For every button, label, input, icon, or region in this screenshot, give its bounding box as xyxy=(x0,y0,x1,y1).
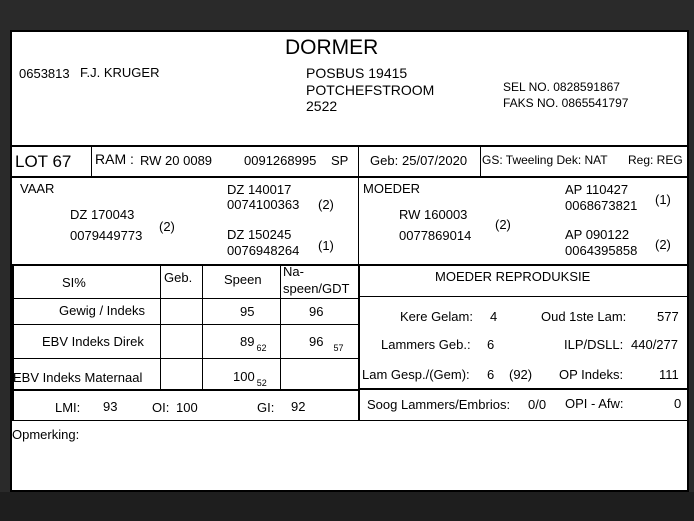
post-weaning-header-2: speen/GDT xyxy=(283,281,350,296)
sire-dam-count: (1) xyxy=(318,238,334,253)
lmi-label: LMI: xyxy=(55,400,81,415)
remarks-label: Opmerking: xyxy=(12,427,80,442)
birth-status: GS: Tweeling Dek: NAT xyxy=(482,153,608,167)
weight-index-post-weaning: 96 xyxy=(309,304,324,319)
fax-number: FAKS NO. 0865541797 xyxy=(503,96,629,110)
lambs-born-value: 6 xyxy=(487,337,495,352)
owner-id: 0653813 xyxy=(19,66,70,81)
lot-number: LOT 67 xyxy=(15,152,72,171)
weaning-header: Speen xyxy=(224,272,262,287)
times-lambed-value: 4 xyxy=(490,309,498,324)
gi-value: 92 xyxy=(291,399,306,414)
ebv-direct-weaning-accuracy: 62 xyxy=(256,343,267,353)
divider xyxy=(358,296,687,297)
divider xyxy=(12,420,687,421)
ebv-direct-post-weaning-value: 96 xyxy=(309,334,324,349)
ebv-direct-post-weaning xyxy=(309,334,344,353)
ram-id: RW 20 0089 xyxy=(140,153,213,168)
ebv-maternal-weaning xyxy=(233,369,267,388)
opi-deviation-label: OPI - Afw: xyxy=(565,396,624,411)
divider xyxy=(12,298,358,299)
divider xyxy=(358,145,359,176)
ilp-dsll-label: ILP/DSLL: xyxy=(564,337,624,352)
divider xyxy=(358,388,687,390)
ebv-direct-weaning-value: 89 xyxy=(240,334,255,349)
ebv-direct-weaning xyxy=(240,334,267,353)
weaning-birth-header: Geb. xyxy=(164,270,193,285)
divider xyxy=(12,145,687,147)
divider xyxy=(12,264,687,266)
owner-name: F.J. KRUGER xyxy=(80,65,160,80)
sire-sire-count: (2) xyxy=(318,197,334,212)
weight-index-weaning: 95 xyxy=(240,304,255,319)
foster-lambs-label: Soog Lammers/Embrios: xyxy=(367,397,511,412)
sire-registration: 0079449773 xyxy=(70,228,143,243)
dam-sire-registration: 0068673821 xyxy=(565,198,638,213)
ram-label: RAM : xyxy=(95,151,134,167)
divider xyxy=(280,264,281,389)
first-lamb-age-label: Oud 1ste Lam: xyxy=(541,309,627,324)
sire-sire-id: DZ 140017 xyxy=(227,182,292,197)
divider xyxy=(12,176,687,178)
sire-sire-registration: 0074100363 xyxy=(227,197,300,212)
born-label: Geb: xyxy=(370,153,399,168)
dam-sire-id: AP 110427 xyxy=(565,182,629,197)
reproduction-title: MOEDER REPRODUKSIE xyxy=(435,269,591,284)
weight-index-label: Gewig / Indeks xyxy=(59,303,145,318)
post-weaning-header-1: Na- xyxy=(283,264,304,279)
divider xyxy=(12,264,14,420)
ebv-direct-post-weaning-accuracy: 57 xyxy=(333,343,344,353)
divider xyxy=(12,358,358,359)
sire-id: DZ 170043 xyxy=(70,207,135,222)
sire-dam-registration: 0076948264 xyxy=(227,243,300,258)
ram-registration: 0091268995 xyxy=(244,153,317,168)
dam-dam-id: AP 090122 xyxy=(565,227,630,242)
dam-label: MOEDER xyxy=(363,181,421,196)
opi-deviation-value: 0 xyxy=(674,396,682,411)
ebv-maternal-weaning-accuracy: 52 xyxy=(256,378,267,388)
lambs-weaned-label: Lam Gesp./(Gem): xyxy=(362,367,470,382)
divider xyxy=(160,264,161,389)
ebv-maternal-weaning-value: 100 xyxy=(233,369,255,384)
registration-status: Reg: REG xyxy=(628,153,683,167)
divider xyxy=(480,145,481,176)
ebv-maternal-label: EBV Indeks Maternaal xyxy=(13,370,143,385)
oi-value: 100 xyxy=(176,400,198,415)
sire-count: (2) xyxy=(159,219,175,234)
dam-registration: 0077869014 xyxy=(399,228,472,243)
breed-title: DORMER xyxy=(285,36,379,59)
address-line-1: POSBUS 19415 xyxy=(306,65,408,81)
divider xyxy=(358,176,359,264)
si-header: SI% xyxy=(62,275,86,290)
lambs-weaned-average: (92) xyxy=(509,367,533,382)
divider xyxy=(91,145,92,176)
sire-dam-id: DZ 150245 xyxy=(227,227,292,242)
divider xyxy=(12,324,358,325)
ram-code: SP xyxy=(331,153,349,168)
lambs-born-label: Lammers Geb.: xyxy=(381,337,471,352)
times-lambed-label: Kere Gelam: xyxy=(400,309,473,324)
address-line-3: 2522 xyxy=(306,98,338,114)
divider xyxy=(202,264,203,389)
gi-label: GI: xyxy=(257,400,275,415)
lambs-weaned-value: 6 xyxy=(487,367,495,382)
born-date: 25/07/2020 xyxy=(402,153,468,168)
cell-number: SEL NO. 0828591867 xyxy=(503,80,620,94)
divider xyxy=(12,389,358,391)
sire-label: VAAR xyxy=(20,181,55,196)
dam-dam-count: (2) xyxy=(655,237,671,252)
foster-lambs-value: 0/0 xyxy=(528,397,547,412)
dam-id: RW 160003 xyxy=(399,207,468,222)
op-index-value: 111 xyxy=(659,367,679,382)
dam-sire-count: (1) xyxy=(655,192,671,207)
lmi-value: 93 xyxy=(103,399,118,414)
op-index-label: OP Indeks: xyxy=(559,367,624,382)
ilp-dsll-value: 440/277 xyxy=(631,337,678,352)
oi-label: OI: xyxy=(152,400,170,415)
address-line-2: POTCHEFSTROOM xyxy=(306,82,435,98)
dam-count: (2) xyxy=(495,217,511,232)
dam-dam-registration: 0064395858 xyxy=(565,243,638,258)
ebv-direct-label: EBV Indeks Direk xyxy=(42,334,144,349)
first-lamb-age-value: 577 xyxy=(657,309,679,324)
background-strip xyxy=(0,492,694,521)
lot-card xyxy=(10,30,689,492)
divider xyxy=(358,264,360,420)
